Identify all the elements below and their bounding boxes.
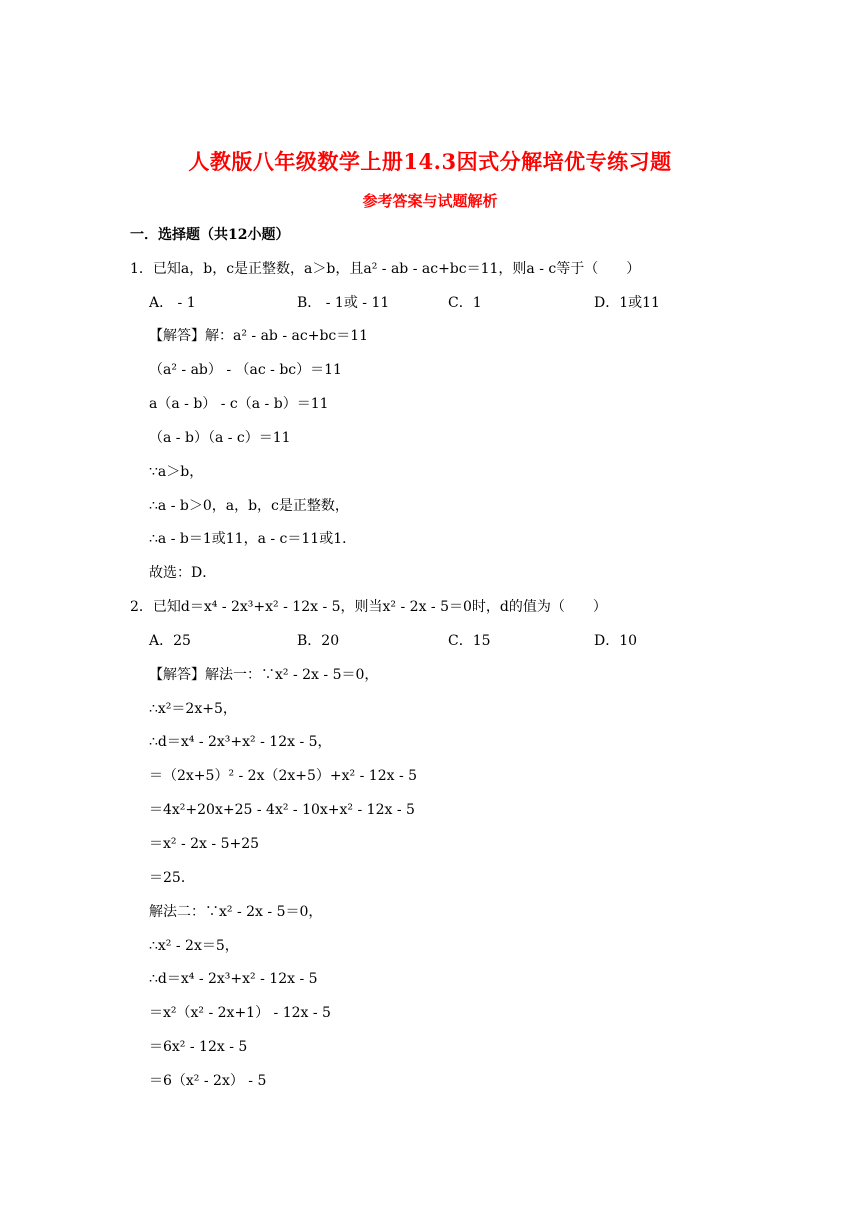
question-2-option-a: A．25 (149, 633, 191, 649)
document-title: 人教版八年级数学上册14.3因式分解培优专练习题 (188, 149, 672, 174)
question-2-solution-line: ∴x²＝2x+5， (149, 701, 237, 717)
question-2-solution-line: ∴d＝x⁴ - 2x³+x² - 12x - 5， (149, 734, 332, 750)
question-1-option-a: A． - 1 (149, 295, 196, 311)
question-1-solution-line: ∴a - b＝1或11，a - c＝11或1． (149, 531, 357, 547)
question-1-solution-line: （a - b）（a - c）＝11 (149, 430, 291, 446)
question-2-option-c: C．15 (448, 633, 491, 649)
question-1-solution-line: 【解答】解：a² - ab - ac+bc＝11 (149, 328, 369, 344)
question-2-stem: 2．已知d＝x⁴ - 2x³+x² - 12x - 5，则当x² - 2x - 5＝0时，d的值为（ ） (130, 599, 607, 615)
question-1-option-d: D．1或11 (594, 295, 660, 311)
question-1-solution-line: 故选：D． (149, 565, 217, 581)
question-2-solution-line: ∴x² - 2x＝5， (149, 938, 239, 954)
question-2-solution-line: ＝x² - 2x - 5+25 (149, 836, 260, 852)
question-1-solution-line: ∴a - b＞0，a，b，c是正整数， (149, 498, 349, 514)
question-2-option-d: D．10 (594, 633, 638, 649)
document-subtitle: 参考答案与试题解析 (362, 192, 498, 210)
question-2-solution-line: ＝6（x² - 2x） - 5 (149, 1073, 267, 1089)
question-2-solution-line: 【解答】解法一：∵x² - 2x - 5＝0， (149, 667, 379, 683)
question-2-solution-line: ＝（2x+5）² - 2x（2x+5）+x² - 12x - 5 (149, 768, 418, 784)
question-1-stem: 1．已知a，b，c是正整数，a＞b，且a² - ab - ac+bc＝11，则a - c等于（ ） (130, 261, 641, 277)
question-1-solution-line: ∵a＞b， (149, 464, 204, 480)
question-1-option-b: B． - 1或 - 11 (297, 295, 390, 311)
question-1-solution-line: （a² - ab） - （ac - bc）＝11 (149, 362, 342, 378)
question-2-solution-line: 解法二：∵x² - 2x - 5＝0， (149, 904, 323, 920)
question-2-solution-line: ＝6x² - 12x - 5 (149, 1039, 248, 1055)
question-1-option-c: C．1 (448, 295, 482, 311)
question-1-solution-line: a（a - b） - c（a - b）＝11 (149, 396, 329, 412)
question-2-solution-line: ∴d＝x⁴ - 2x³+x² - 12x - 5 (149, 971, 318, 987)
question-2-solution-line: ＝25． (149, 870, 195, 886)
section-heading: 一．选择题（共12小题） (130, 227, 290, 243)
question-2-solution-line: ＝4x²+20x+25 - 4x² - 10x+x² - 12x - 5 (149, 802, 415, 818)
question-2-solution-line: ＝x²（x² - 2x+1） - 12x - 5 (149, 1005, 331, 1021)
question-2-option-b: B．20 (297, 633, 340, 649)
